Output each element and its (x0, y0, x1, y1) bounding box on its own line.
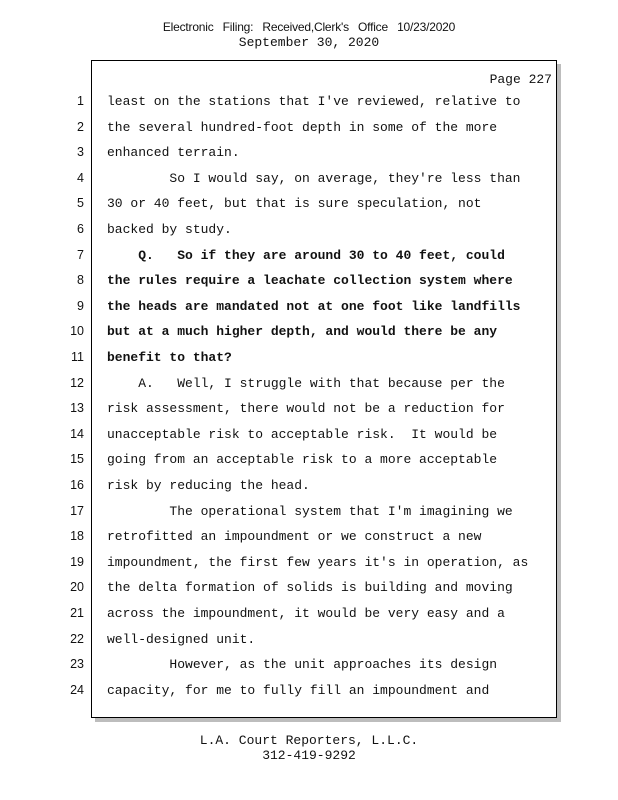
page-number: Page 227 (489, 72, 552, 87)
court-reporter-name: L.A. Court Reporters, L.L.C. (199, 733, 419, 748)
line-text: capacity, for me to fully fill an impoundment and (107, 682, 490, 698)
line-text: well-designed unit. (107, 631, 256, 647)
line-text: but at a much higher depth, and would there be any (107, 324, 498, 340)
line-number: 13 (70, 401, 84, 416)
transcript-line (0, 602, 618, 628)
transcript-line (0, 90, 618, 116)
transcript-line (0, 500, 618, 526)
line-text: the heads are mandated not at one foot like landfills (107, 298, 521, 314)
line-number: 21 (70, 606, 84, 620)
line-number: 16 (70, 478, 84, 492)
transcript-line (0, 320, 618, 346)
footer (0, 733, 618, 763)
transcript-line (0, 551, 618, 577)
line-number: 5 (77, 196, 84, 211)
line-number: 17 (70, 503, 84, 518)
line-text: risk by reducing the head. (107, 478, 310, 493)
line-number: 12 (70, 375, 84, 390)
transcript-line (0, 192, 618, 218)
transcript-line (0, 448, 618, 474)
line-number: 14 (70, 426, 84, 441)
transcript-line (0, 423, 618, 449)
line-number: 3 (77, 145, 84, 160)
line-number: 19 (70, 554, 84, 569)
transcript-line (0, 244, 618, 270)
line-text: risk assessment, there would not be a reduction for (107, 401, 505, 417)
line-number: 6 (77, 222, 84, 236)
line-text: Q. So if they are around 30 to 40 feet, could (107, 247, 505, 263)
line-text: impoundment, the first few years it's in operation, as (107, 554, 529, 570)
transcript-line (0, 269, 618, 295)
line-number: 11 (71, 350, 84, 364)
line-text: the rules require a leachate collection system where (107, 273, 513, 289)
transcript-line (0, 372, 618, 398)
line-number: 7 (77, 247, 84, 262)
transcript-line (0, 167, 618, 193)
line-number: 20 (70, 580, 84, 595)
line-number: 2 (77, 119, 84, 134)
transcript-date: September 30, 2020 (238, 35, 380, 50)
line-text: unacceptable risk to acceptable risk. It would be (107, 426, 498, 442)
line-text: The operational system that I'm imagining we (107, 503, 513, 519)
line-text: across the impoundment, it would be very easy and a (107, 606, 505, 621)
line-text: the delta formation of solids is building and moving (107, 580, 513, 596)
court-reporter-phone: 312-419-9292 (262, 748, 356, 763)
transcript-line (0, 679, 618, 705)
line-number: 1 (77, 94, 84, 108)
transcript-line (0, 525, 618, 551)
transcript-line (0, 474, 618, 500)
transcript-line (0, 628, 618, 654)
line-number: 23 (70, 657, 84, 672)
line-number: 10 (70, 324, 84, 339)
line-text: retrofitted an impoundment or we construct a new (107, 529, 482, 545)
transcript-line (0, 346, 618, 372)
transcript-line (0, 218, 618, 244)
line-text: the several hundred-foot depth in some of the more (107, 119, 498, 135)
line-number: 9 (77, 298, 84, 313)
line-text: However, as the unit approaches its design (107, 657, 498, 673)
line-text: backed by study. (107, 222, 232, 237)
line-number: 15 (70, 452, 84, 467)
line-text: going from an acceptable risk to a more acceptable (107, 452, 498, 468)
line-number: 24 (70, 682, 84, 697)
filing-stamp: Electronic Filing: Received,Clerk's Office 10/23/2020 (162, 20, 456, 34)
transcript-line (0, 653, 618, 679)
line-text: least on the stations that I've reviewed, relative to (107, 94, 521, 109)
line-text: enhanced terrain. (107, 145, 240, 161)
line-number: 22 (70, 631, 84, 646)
line-text: 30 or 40 feet, but that is sure speculation, not (107, 196, 482, 212)
line-text: So I would say, on average, they're less than (107, 170, 521, 186)
line-text: A. Well, I struggle with that because per the (107, 375, 505, 391)
line-number: 18 (70, 529, 84, 544)
transcript-line (0, 116, 618, 142)
transcript-line (0, 141, 618, 167)
line-text: benefit to that? (107, 350, 232, 365)
transcript-line (0, 397, 618, 423)
line-number: 8 (77, 273, 84, 288)
line-number: 4 (77, 170, 84, 185)
transcript-line (0, 576, 618, 602)
transcript-line (0, 295, 618, 321)
